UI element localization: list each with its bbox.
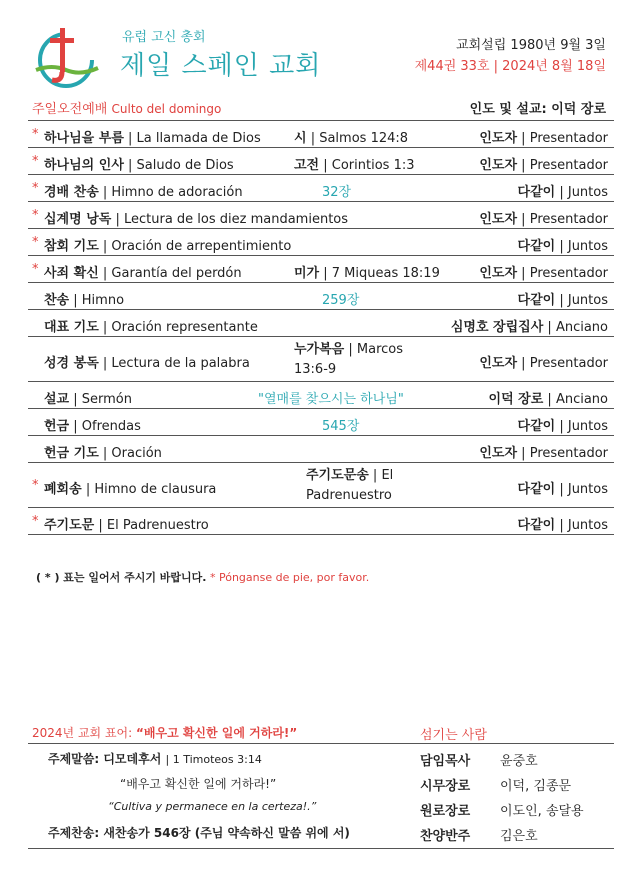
order-item-name: 주기도문 | El Padrenuestro: [44, 518, 209, 533]
motto-head-label: 2024년 교회 표어:: [32, 726, 133, 740]
order-item-kr: 경배 찬송: [44, 185, 99, 200]
leader-kr: 다같이: [517, 239, 556, 254]
reference-kr: 주기도문송: [306, 468, 369, 483]
service-leader: 인도 및 설교: 이덕 장로: [469, 102, 606, 117]
order-item-es: Ofrendas: [81, 419, 141, 434]
order-item-reference: "열매를 찾으시는 하나님": [258, 392, 404, 407]
leader-es: Anciano: [555, 392, 608, 407]
order-item-leader: 인도자 | Presentador: [479, 158, 608, 173]
order-item-kr: 대표 기도: [44, 320, 99, 335]
standing-mark: *: [32, 478, 39, 493]
order-item-leader: 인도자 | Presentador: [479, 212, 608, 227]
order-item-kr: 찬송: [44, 293, 70, 308]
leader-kr: 다같이: [517, 518, 556, 533]
order-item-kr: 참회 기도: [44, 239, 99, 254]
order-item-kr: 성경 봉독: [44, 356, 99, 371]
server-name: 윤중호: [500, 754, 538, 769]
leader-es: Juntos: [567, 185, 608, 200]
order-item-reference: 고전 | Corintios 1:3: [294, 158, 415, 173]
standing-note-kr: ( * ) 표는 일어서 주시기 바랍니다.: [36, 571, 207, 584]
leader-kr: 다같이: [517, 482, 556, 497]
order-item-reference: 545장: [322, 419, 360, 434]
standing-note: [36, 569, 369, 585]
theme-verse-label: 주제말씀: 디모데후서: [48, 752, 162, 766]
founded-date: 교회설립 1980년 9월 3일: [456, 38, 606, 53]
order-row: [28, 507, 614, 535]
standing-mark: *: [32, 262, 39, 277]
leader-es: Juntos: [567, 518, 608, 533]
standing-note-es: * Pónganse de pie, por favor.: [209, 571, 370, 584]
motto-head-quote: “배우고 확신한 일에 거하라!”: [136, 726, 298, 740]
order-item-leader: 다같이 | Juntos: [517, 482, 608, 497]
order-item-es: El Padrenuestro: [106, 518, 209, 533]
order-item-es: Himno de clausura: [94, 482, 217, 497]
server-role: 찬양반주: [420, 829, 471, 844]
leader-kr: 인도자: [479, 158, 518, 173]
leader-kr: 다같이: [517, 293, 556, 308]
server-role: 담임목사: [420, 754, 471, 769]
reference-kr: 고전: [294, 158, 320, 173]
theme-verse-es: “Cultiva y permanece en la certeza!.”: [108, 800, 317, 813]
leader-kr: 인도자: [479, 356, 518, 371]
service-title-kr: 주일오전예배: [32, 102, 108, 117]
org-name: 유럽 고신 총회: [122, 30, 206, 45]
leader-es: Juntos: [567, 293, 608, 308]
theme-verse-ref: | 1 Timoteos 3:14: [165, 753, 262, 766]
order-item-name: 십계명 낭독 | Lectura de los diez mandamientos: [44, 212, 349, 227]
theme-verse: [48, 750, 262, 767]
leader-es: Presentador: [529, 158, 608, 173]
order-item-name: 폐회송 | Himno de clausura: [44, 482, 217, 497]
order-item-es: Himno: [81, 293, 125, 308]
order-item-es: Sermón: [81, 392, 133, 407]
leader-es: Presentador: [529, 266, 608, 281]
leader-kr: 인도자: [479, 131, 518, 146]
order-item-reference: 미가 | 7 Miqueas 18:19: [294, 266, 440, 281]
standing-mark: *: [32, 181, 39, 196]
divider: [28, 743, 614, 744]
order-item-name: 하나님의 인사 | Saludo de Dios: [44, 158, 234, 173]
reference-kr: 미가: [294, 266, 320, 281]
reference-es: 7 Miqueas 18:19: [331, 266, 440, 281]
order-item-leader: 인도자 | Presentador: [479, 446, 608, 461]
service-title: [32, 98, 221, 117]
order-item-reference: 259장: [322, 293, 360, 308]
leader-kr: 인도자: [479, 446, 518, 461]
order-item-es: Garantía del perdón: [111, 266, 242, 281]
order-item-kr: 폐회송: [44, 482, 82, 497]
reference-kr: 누가복음: [294, 342, 345, 357]
standing-mark: *: [32, 514, 39, 529]
order-item-kr: 십계명 낭독: [44, 212, 112, 227]
server-name: 김은호: [500, 829, 538, 844]
server-role: 원로장로: [420, 804, 471, 819]
order-item-leader: 다같이 | Juntos: [517, 419, 608, 434]
order-row: [28, 228, 614, 255]
leader-es: Presentador: [529, 356, 608, 371]
order-item-es: Himno de adoración: [111, 185, 243, 200]
order-item-leader: 인도자 | Presentador: [479, 266, 608, 281]
church-logo: [32, 26, 102, 88]
leader-es: Juntos: [567, 239, 608, 254]
standing-mark: *: [32, 235, 39, 250]
order-item-leader: 이덕 장로 | Anciano: [488, 392, 608, 407]
order-item-kr: 하나님의 인사: [44, 158, 124, 173]
leader-kr: 인도자: [479, 266, 518, 281]
order-row: [28, 381, 614, 408]
leader-kr: 다같이: [517, 419, 556, 434]
order-item-name: 헌금 기도 | Oración: [44, 446, 162, 461]
server-name: 이덕, 김종문: [500, 779, 572, 794]
order-row: [28, 408, 614, 435]
order-row: [28, 201, 614, 228]
theme-verse-kr: “배우고 확신한 일에 거하라!”: [120, 777, 277, 791]
order-item-kr: 설교: [44, 392, 70, 407]
order-item-reference: 주기도문송 | El Padrenuestro: [306, 468, 394, 503]
order-item-leader: 심명호 장립집사 | Anciano: [450, 320, 608, 335]
reference-es: Corintios 1:3: [331, 158, 415, 173]
order-item-es: Oración de arrepentimiento: [111, 239, 292, 254]
order-item-leader: 다같이 | Juntos: [517, 293, 608, 308]
order-row: [28, 435, 614, 462]
order-row: [28, 309, 614, 336]
order-item-es: Saludo de Dios: [136, 158, 234, 173]
motto-heading: [32, 724, 297, 741]
standing-mark: *: [32, 154, 39, 169]
leader-es: Presentador: [529, 212, 608, 227]
order-item-reference: 32장: [322, 185, 352, 200]
order-item-kr: 헌금: [44, 419, 70, 434]
order-item-name: 참회 기도 | Oración de arrepentimiento: [44, 239, 292, 254]
order-row: [28, 255, 614, 282]
order-item-leader: 인도자 | Presentador: [479, 356, 608, 371]
order-item-leader: 다같이 | Juntos: [517, 518, 608, 533]
bottom-divider: [28, 848, 614, 849]
order-item-name: 하나님을 부름 | La llamada de Dios: [44, 131, 261, 146]
server-role: 시무장로: [420, 779, 471, 794]
leader-es: Juntos: [567, 482, 608, 497]
order-row: [28, 336, 614, 381]
servers-heading: 섬기는 사람: [420, 728, 487, 743]
church-name: 제일 스페인 교회: [120, 51, 322, 81]
order-item-kr: 하나님을 부름: [44, 131, 124, 146]
order-item-name: 성경 봉독 | Lectura de la palabra: [44, 356, 250, 371]
leader-es: Presentador: [529, 446, 608, 461]
order-row: [28, 120, 614, 147]
issue-info: 제44권 33호 | 2024년 8월 18일: [414, 59, 606, 74]
theme-hymn: 주제찬송: 새찬송가 546장 (주님 약속하신 말씀 위에 서): [48, 826, 350, 840]
reference-es: Salmos 124:8: [319, 131, 409, 146]
order-item-leader: 다같이 | Juntos: [517, 185, 608, 200]
order-item-reference: 시 | Salmos 124:8: [294, 131, 409, 146]
standing-mark: *: [32, 127, 39, 142]
leader-es: Presentador: [529, 131, 608, 146]
order-item-es: La llamada de Dios: [136, 131, 261, 146]
order-of-worship: [28, 120, 614, 535]
order-item-leader: 다같이 | Juntos: [517, 239, 608, 254]
service-title-es: Culto del domingo: [111, 102, 222, 116]
order-item-leader: 인도자 | Presentador: [479, 131, 608, 146]
order-item-name: 찬송 | Himno: [44, 293, 125, 308]
order-item-es: Lectura de la palabra: [111, 356, 250, 371]
reference-es: Marcos 13:6-9: [294, 342, 404, 377]
server-name: 이도인, 송달용: [500, 804, 584, 819]
leader-es: Juntos: [567, 419, 608, 434]
order-item-kr: 헌금 기도: [44, 446, 99, 461]
order-item-reference: 누가복음 | Marcos 13:6-9: [294, 342, 404, 377]
order-item-es: Oración: [111, 446, 162, 461]
order-item-name: 사죄 확신 | Garantía del perdón: [44, 266, 242, 281]
order-item-name: 설교 | Sermón: [44, 392, 133, 407]
leader-kr: 인도자: [479, 212, 518, 227]
order-item-name: 헌금 | Ofrendas: [44, 419, 141, 434]
theme-verse-ref-text: 1 Timoteos 3:14: [172, 753, 262, 766]
leader-es: Anciano: [555, 320, 608, 335]
order-row: [28, 282, 614, 309]
reference-kr: 시: [294, 131, 307, 146]
order-item-es: Oración representante: [111, 320, 258, 335]
leader-kr: 다같이: [517, 185, 556, 200]
reference-es: El Padrenuestro: [306, 468, 394, 503]
order-item-kr: 주기도문: [44, 518, 95, 533]
order-row: [28, 462, 614, 507]
leader-kr: 심명호 장립집사: [450, 320, 544, 335]
leader-kr: 이덕 장로: [488, 392, 544, 407]
order-row: [28, 147, 614, 174]
standing-mark: *: [32, 208, 39, 223]
order-item-name: 경배 찬송 | Himno de adoración: [44, 185, 243, 200]
order-row: [28, 174, 614, 201]
order-item-name: 대표 기도 | Oración representante: [44, 320, 258, 335]
order-item-es: Lectura de los diez mandamientos: [123, 212, 349, 227]
order-item-kr: 사죄 확신: [44, 266, 99, 281]
